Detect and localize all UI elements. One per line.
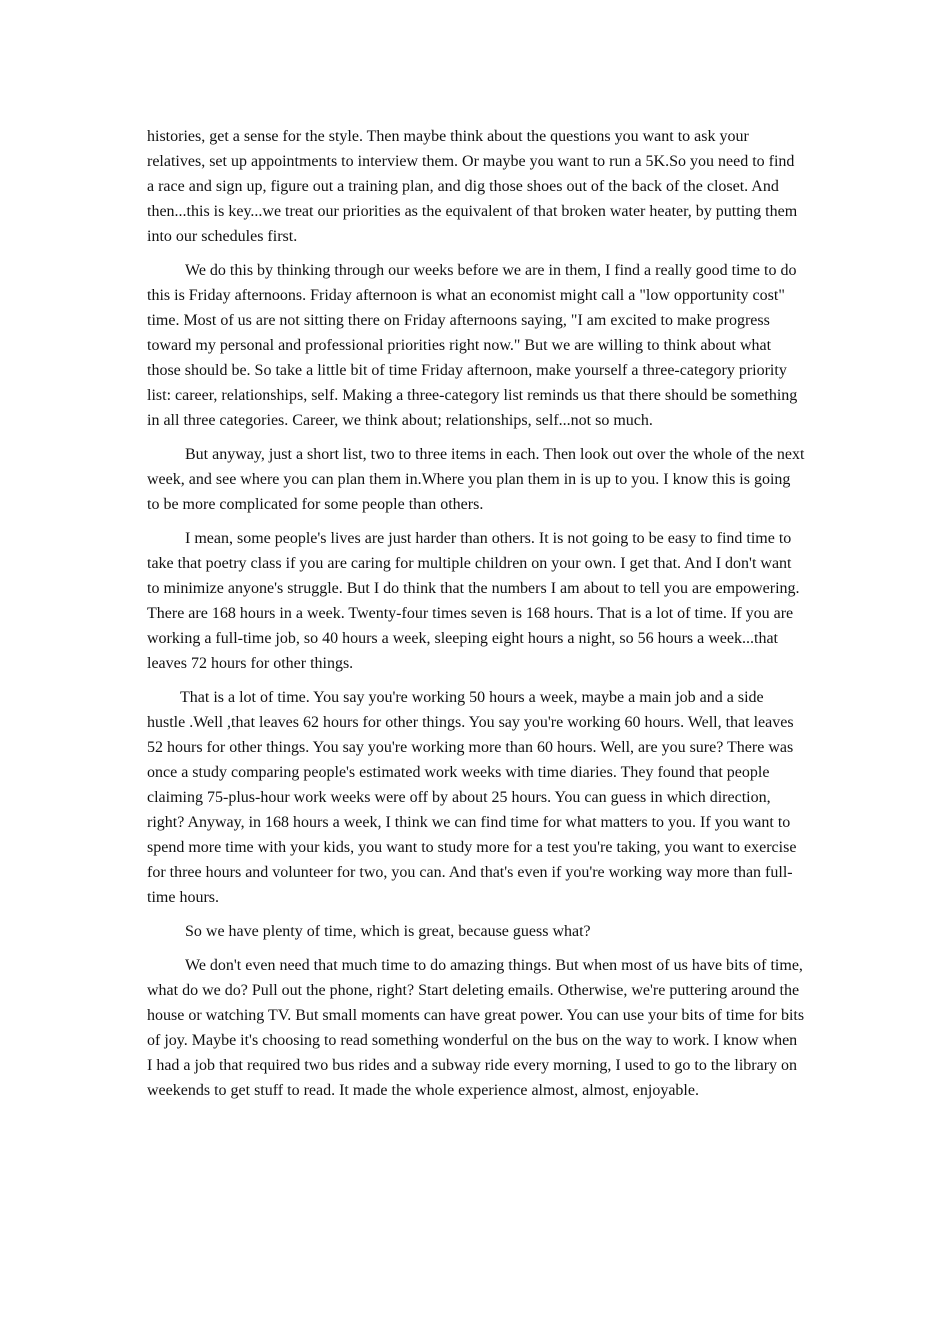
paragraph-4: I mean, some people's lives are just harder than others. It is not going to be easy to find time to take that poetry class if you are caring for multiple children on your own. I get that. And I don't want to minimize anyone's struggle. But I do think that the numbers I am about to tell you are empowering. There are 168 hours in a week. Twenty-four times seven is 168 hours. That is a lot of time. If you are working a full-time job, so 40 hours a week, sleeping eight hours a night, so 56 hours a week...that leaves 72 hours for other things. xyxy=(147,530,800,672)
paragraph-2: We do this by thinking through our weeks before we are in them, I find a really good time to do this is Friday afternoons. Friday afternoon is what an economist might call a "low opportunity cost" time. Most of us are not sitting there on Friday afternoons saying, "I am excited to make progress toward my personal and professional priorities right now." But we are willing to think about what those should be. So take a little bit of time Friday afternoon, make yourself a three-category priority list: career, relationships, self. Making a three-category list reminds us that there should be something in all three categories. Career, we think about; relationships, self...not so much. xyxy=(147,262,798,429)
paragraph-1: histories, get a sense for the style. Then maybe think about the questions you want to ask your relatives, set up appointments to interview them. Or maybe you want to run a 5K.So you need to find a race and sign up, figure out a training plan, and dig those shoes out of the back of the closet. And then...this is key...we treat our priorities as the equivalent of that broken water heater, by putting them into our schedules first. xyxy=(147,128,798,245)
paragraph-5: That is a lot of time. You say you're working 50 hours a week, maybe a main job and a side hustle .Well ,that leaves 62 hours for other things. You say you're working 60 hours. Well, that leaves 52 hours for other things. You say you're working more than 60 hours. Well, are you sure? There was once a study comparing people's estimated work weeks with time diaries. They found that people claiming 75-plus-hour work weeks were off by about 25 hours. You can guess in which direction, right? Anyway, in 168 hours a week, I think we can find time for what matters to you. If you want to spend more time with your kids, you want to study more for a test you're taking, you want to exercise for three hours and volunteer for two, you can. And that's even if you're working way more than full-time hours. xyxy=(147,689,797,906)
paragraph-6: So we have plenty of time, which is great, because guess what? xyxy=(185,923,591,940)
paragraph-3: But anyway, just a short list, two to three items in each. Then look out over the whole of the next week, and see where you can plan them in.Where you plan them in is up to you. I know this is going to be more complicated for some people than others. xyxy=(147,446,805,513)
paragraph-7: We don't even need that much time to do amazing things. But when most of us have bits of time, what do we do? Pull out the phone, right? Start deleting emails. Otherwise, we're puttering around the house or watching TV. But small moments can have great power. You can use your bits of time for bits of joy. Maybe it's choosing to read something wonderful on the bus on the way to work. I know when I had a job that required two bus rides and a subway ride every morning, I used to go to the library on weekends to get stuff to read. It made the whole experience almost, almost, enjoyable. xyxy=(147,957,805,1099)
document-page xyxy=(147,124,805,1112)
